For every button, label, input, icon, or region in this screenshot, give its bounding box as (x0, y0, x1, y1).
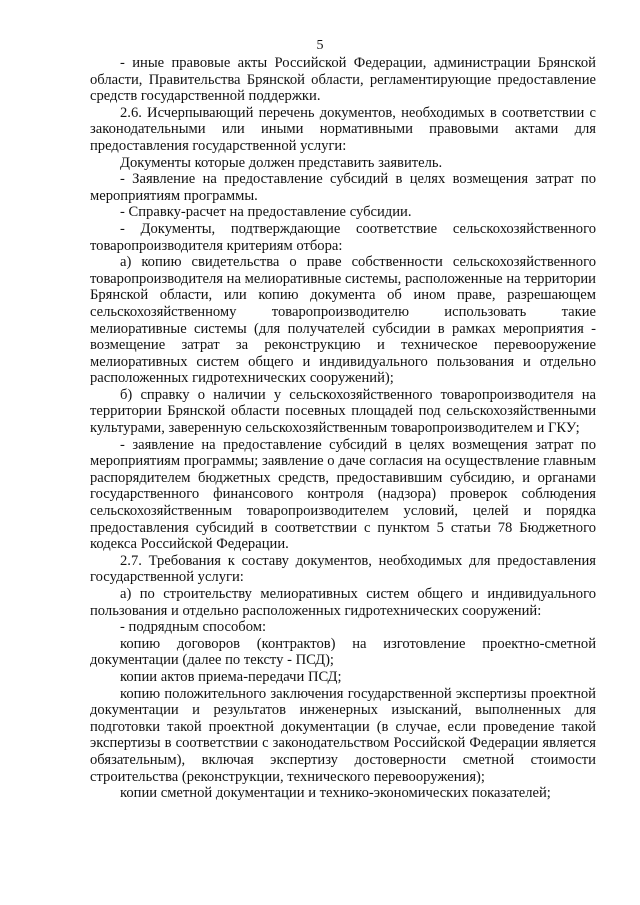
paragraph-applicant-documents: Документы которые должен представить заявитель. (120, 154, 443, 171)
paragraph-2-6-document-list: 2.6. Исчерпывающий перечень документов, необходимых в соответствии с законодательными или иными нормативными правовыми актами для предоставления государственной услуги: (90, 104, 596, 154)
paragraph-item-a-ownership: а) копию свидетельства о праве собственности сельскохозяйственного товаропроизводителя на мелиоративные системы, расположенные на территории Брянской области, или копию документа об ином праве, разрешающем сельскохозяйственному товаропроизводителю использовать такие мелиоративные системы (для получателей субсидии в рамках мероприятия - возмещение затрат за реконструкцию и техническое перевооружение мелиоративных систем общего и индивидуального пользования и отдельно расположенных гидротехнических сооружений); (90, 254, 596, 387)
paragraph-calculation-certificate: - Справку-расчет на предоставление субсидии. (120, 204, 412, 221)
paragraph-item-b-crop-areas: б) справку о наличии у сельскохозяйственного товаропроизводителя на территории Брянской области посевных площадей под сельскохозяйственными культурами, заверенную сельскохозяйственным товаропроизводителем и ГКУ; (90, 386, 596, 437)
paragraph-2-7-requirements: 2.7. Требования к составу документов, необходимых для предоставления государственной услуги: (90, 552, 596, 586)
paragraph-other-legal-acts: - иные правовые акты Российской Федерации, администрации Брянской области, Правительства Брянской области, регламентирующие предоставление средств государственной поддержки. (90, 55, 596, 105)
paragraph-acceptance-acts: копии актов приема-передачи ПСД; (120, 668, 342, 685)
paragraph-design-contracts: копию договоров (контрактов) на изготовление проектно-сметной документации (далее по тексту - ПСД); (90, 635, 596, 669)
paragraph-compliance-documents: - Документы, подтверждающие соответствие сельскохозяйственного товаропроизводителя критериям отбора: (90, 220, 596, 254)
page-number: 5 (316, 38, 324, 53)
document-body (90, 55, 596, 802)
paragraph-contract-method: - подрядным способом: (120, 619, 267, 636)
paragraph-subsidy-application: - Заявление на предоставление субсидий в целях возмещения затрат по мероприятиям программы. (90, 171, 596, 204)
paragraph-item-a-construction: а) по строительству мелиоративных систем общего и индивидуального пользования и отдельно расположенных гидротехнических сооружений: (90, 586, 596, 619)
paragraph-expert-review: копию положительного заключения государственной экспертизы проектной документации и результатов инженерных изысканий, выполненных для подготовки такой проектной документации (в случае, если проведение такой экспертизы в соответствии с законодательством Российской Федерации является обязательным), включая экспертизу достоверности сметной стоимости строительства (реконструкции, технического перевооружения); (90, 685, 596, 785)
paragraph-consent-application: - заявление на предоставление субсидий в целях возмещения затрат по мероприятиям программы; заявление о даче согласия на осуществление главным распорядителем бюджетных средств, предоставившим субсидию, и органами государственного финансового контроля (надзора) проверок соблюдения сельскохозяйственным товаропроизводителем условий, целей и порядка предоставления субсидий в соответствии с пунктом 5 статьи 78 Бюджетного кодекса Российской Федерации. (90, 436, 596, 553)
paragraph-cost-estimates: копии сметной документации и технико-экономических показателей; (120, 785, 551, 802)
